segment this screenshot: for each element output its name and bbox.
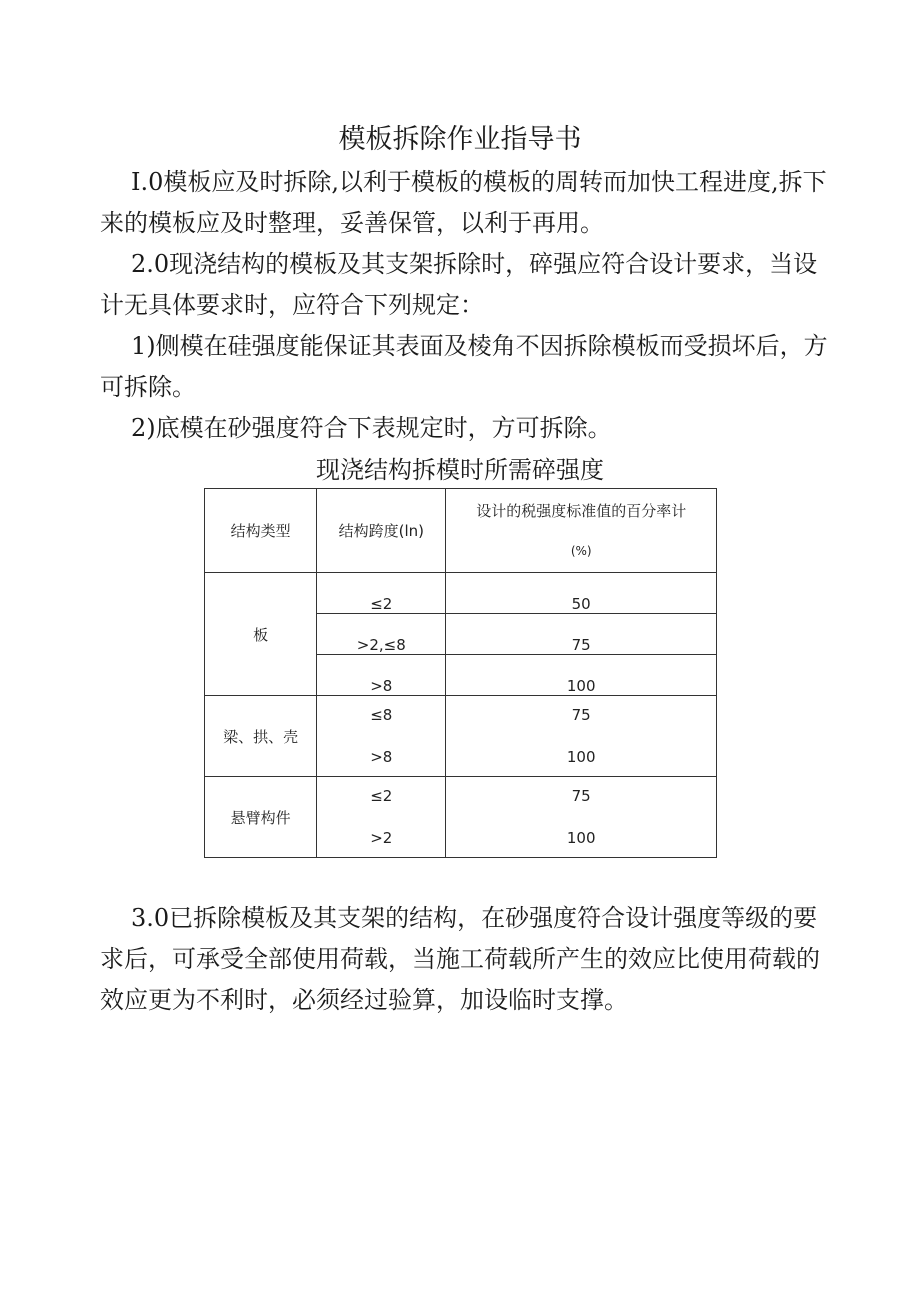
percentage-cell: 75: [446, 614, 717, 655]
paragraph-4: 2)底模在砂强度符合下表规定时，方可拆除。: [131, 414, 612, 442]
percentage-value: 100: [566, 748, 596, 766]
header-percentage-label: 设计的税强度标准值的百分率计: [476, 501, 687, 520]
header-structure-type: 结构类型: [205, 489, 317, 573]
span-cell: >2,≤8: [317, 614, 446, 655]
table-row: [205, 696, 717, 777]
table-caption: 现浇结构拆模时所需碎强度: [316, 456, 604, 484]
span-cell-pair: [317, 777, 446, 858]
table-row: [205, 573, 717, 614]
type-cell-beam: 梁、拱、壳: [205, 696, 317, 777]
type-cell-cantilever: 悬臂构件: [205, 777, 317, 858]
span-value: >2: [370, 829, 393, 847]
span-cell: >8: [317, 655, 446, 696]
percentage-cell-pair: [446, 696, 717, 777]
span-value: >8: [370, 748, 393, 766]
span-cell-pair: [317, 696, 446, 777]
percentage-cell: 50: [446, 573, 717, 614]
paragraph-3: 1)侧模在硅强度能保证其表面及棱角不因拆除模板而受损坏后，方可拆除。: [100, 332, 828, 401]
strength-table: [204, 488, 717, 858]
type-cell-slab: 板: [205, 573, 317, 696]
percentage-value: 75: [571, 787, 591, 805]
span-value: ≤8: [370, 706, 393, 724]
span-cell: ≤2: [317, 573, 446, 614]
header-percentage: [446, 489, 717, 573]
header-span: 结构跨度(ln): [317, 489, 446, 573]
paragraph-2: 2.0现浇结构的模板及其支架拆除时，碎强应符合设计要求，当设计无具体要求时，应符合下列规定：: [100, 250, 818, 319]
percentage-value: 100: [566, 829, 596, 847]
document-title: 模板拆除作业指导书: [338, 124, 582, 155]
span-value: ≤2: [370, 787, 393, 805]
paragraph-5: 3.0已拆除模板及其支架的结构，在砂强度符合设计强度等级的要求后，可承受全部使用荷载，当施工荷载所产生的效应比使用荷载的效应更为不利时，必须经过验算，加设临时支撑。: [100, 904, 820, 1014]
table-header-row: [205, 489, 717, 573]
paragraph-1: I.0模板应及时拆除,以利于模板的模板的周转而加快工程进度,拆下来的模板应及时整理，妥善保管，以利于再用。: [100, 168, 827, 237]
percentage-value: 75: [571, 706, 591, 724]
header-percentage-unit: (%): [570, 543, 592, 558]
table-row: [205, 777, 717, 858]
percentage-cell-pair: [446, 777, 717, 858]
percentage-cell: 100: [446, 655, 717, 696]
